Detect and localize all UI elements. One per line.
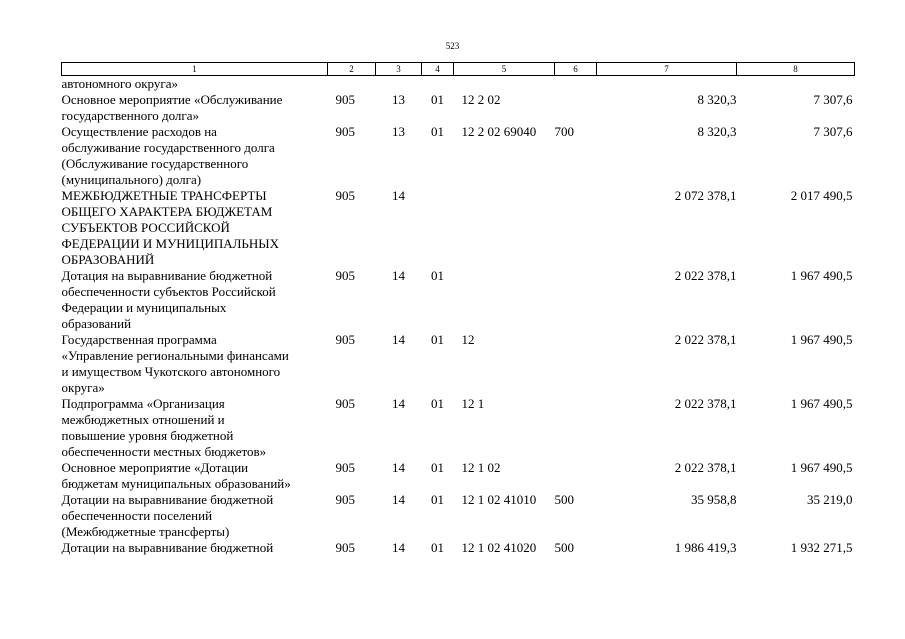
row-target-article: 12 2 02: [461, 92, 501, 107]
row-subsection-code: 01: [431, 332, 444, 347]
table-row: [62, 92, 855, 124]
row-name: [62, 268, 328, 332]
row-section-code: [376, 76, 422, 93]
row-subsection-code: 01: [431, 460, 444, 475]
row-ministry-code: 905: [335, 492, 355, 507]
row-expense-type: 500: [554, 540, 574, 555]
header-col-8: 8: [737, 63, 855, 76]
row-amount-1: [597, 76, 737, 93]
row-ministry-code: 905: [335, 332, 355, 347]
row-name: [62, 460, 328, 492]
table-row: [62, 76, 855, 93]
header-col-2: 2: [328, 63, 376, 76]
table-row: [62, 460, 855, 492]
row-ministry-code: 905: [335, 124, 355, 139]
row-ministry-code: 905: [335, 540, 355, 555]
row-name: [62, 540, 328, 556]
header-col-1: 1: [62, 63, 328, 76]
row-name: [62, 396, 328, 460]
row-target-article: [454, 188, 555, 268]
row-name-line: (Обслуживание государственного: [61, 156, 249, 171]
row-name-line: ФЕДЕРАЦИИ И МУНИЦИПАЛЬНЫХ: [61, 236, 280, 251]
row-name-line: межбюджетных отношений и: [61, 412, 225, 427]
row-subsection-code: 01: [431, 124, 444, 139]
row-name: [62, 188, 328, 268]
row-target-article: 12 2 02 69040: [461, 124, 537, 139]
row-name-line: ОБРАЗОВАНИЙ: [61, 252, 155, 267]
row-section-code: 14: [392, 396, 405, 411]
row-amount-2: 1 967 490,5: [790, 332, 853, 347]
row-section-code: 14: [392, 188, 405, 203]
table-row: [62, 124, 855, 188]
row-name-line: Основное мероприятие «Дотации: [61, 460, 249, 475]
row-expense-type: 700: [554, 124, 574, 139]
row-amount-1: 2 022 378,1: [674, 460, 737, 475]
row-name-line: и имуществом Чукотского автономного: [61, 364, 281, 379]
row-amount-1: 8 320,3: [697, 92, 737, 107]
row-subsection-code: [422, 188, 454, 268]
row-name-line: Дотация на выравнивание бюджетной: [61, 268, 273, 283]
row-amount-2: [737, 76, 855, 93]
budget-table: [61, 62, 855, 556]
row-name-line: (Межбюджетные трансферты): [61, 524, 230, 539]
row-subsection-code: 01: [431, 92, 444, 107]
row-amount-2: 1 967 490,5: [790, 268, 853, 283]
row-ministry-code: [328, 76, 376, 93]
table-row: [62, 188, 855, 268]
row-amount-2: 7 307,6: [813, 92, 853, 107]
table-row: [62, 540, 855, 556]
row-amount-1: 35 958,8: [691, 492, 737, 507]
row-name-line: МЕЖБЮДЖЕТНЫЕ ТРАНСФЕРТЫ: [61, 188, 267, 203]
row-name-line: Государственная программа: [61, 332, 217, 347]
row-target-article: 12 1 02 41020: [461, 540, 537, 555]
row-name-line: обслуживание государственного долга: [61, 140, 275, 155]
header-col-4: 4: [422, 63, 454, 76]
row-name-line: Федерации и муниципальных: [61, 300, 227, 315]
table-row: [62, 396, 855, 460]
page-number: 523: [445, 41, 460, 51]
row-expense-type: [555, 76, 597, 93]
row-target-article: 12: [461, 332, 475, 347]
row-name: [62, 332, 328, 396]
row-name: [62, 124, 328, 188]
row-amount-1: 2 022 378,1: [674, 268, 737, 283]
row-target-article: 12 1: [461, 396, 485, 411]
row-name-line: повышение уровня бюджетной: [61, 428, 234, 443]
row-name-line: Осуществление расходов на: [61, 124, 217, 139]
row-subsection-code: 01: [431, 492, 444, 507]
row-subsection-code: 01: [431, 268, 444, 283]
row-amount-2: 35 219,0: [807, 492, 853, 507]
row-amount-1: 2 072 378,1: [674, 188, 737, 203]
table-row: [62, 332, 855, 396]
row-expense-type: 500: [554, 492, 574, 507]
row-expense-type: [555, 460, 597, 492]
row-amount-2: 2 017 490,5: [790, 188, 853, 203]
row-section-code: 14: [392, 540, 405, 555]
row-amount-1: 1 986 419,3: [674, 540, 737, 555]
header-col-6: 6: [555, 63, 597, 76]
row-amount-1: 2 022 378,1: [674, 396, 737, 411]
row-amount-2: 1 932 271,5: [790, 540, 853, 555]
row-name-line: образований: [61, 316, 132, 331]
row-name: [62, 92, 328, 124]
row-section-code: 13: [392, 124, 405, 139]
row-name-line: ОБЩЕГО ХАРАКТЕРА БЮДЖЕТАМ: [61, 204, 273, 219]
row-name-line: (муниципального) долга): [61, 172, 202, 187]
row-target-article: [454, 268, 555, 332]
header-col-7: 7: [597, 63, 737, 76]
row-name: [62, 76, 328, 93]
row-name: [62, 492, 328, 540]
row-name-line: автономного округа»: [61, 76, 178, 91]
row-amount-1: 2 022 378,1: [674, 332, 737, 347]
row-section-code: 14: [392, 492, 405, 507]
row-section-code: 13: [392, 92, 405, 107]
row-target-article: [454, 76, 555, 93]
row-name-line: обеспеченности субъектов Российской: [61, 284, 276, 299]
row-name-line: обеспеченности местных бюджетов»: [61, 444, 267, 459]
row-expense-type: [555, 268, 597, 332]
row-target-article: 12 1 02: [461, 460, 501, 475]
row-name-line: «Управление региональными финансами: [61, 348, 289, 363]
row-expense-type: [555, 332, 597, 396]
row-expense-type: [555, 188, 597, 268]
row-subsection-code: 01: [431, 396, 444, 411]
row-target-article: 12 1 02 41010: [461, 492, 537, 507]
row-name-line: СУБЪЕКТОВ РОССИЙСКОЙ: [61, 220, 230, 235]
row-section-code: 14: [392, 460, 405, 475]
row-name-line: Дотации на выравнивание бюджетной: [61, 540, 274, 555]
row-name-line: обеспеченности поселений: [61, 508, 213, 523]
row-ministry-code: 905: [335, 460, 355, 475]
header-row: [62, 63, 855, 76]
row-expense-type: [555, 396, 597, 460]
row-ministry-code: 905: [335, 396, 355, 411]
row-name-line: бюджетам муниципальных образований»: [61, 476, 291, 491]
row-name-line: Основное мероприятие «Обслуживание: [61, 92, 283, 107]
header-col-3: 3: [376, 63, 422, 76]
row-subsection-code: 01: [431, 540, 444, 555]
row-section-code: 14: [392, 268, 405, 283]
row-amount-1: 8 320,3: [697, 124, 737, 139]
row-name-line: округа»: [61, 380, 105, 395]
row-ministry-code: 905: [335, 188, 355, 203]
table-header: [62, 63, 855, 76]
row-name-line: государственного долга»: [61, 108, 199, 123]
header-col-5: 5: [454, 63, 555, 76]
table-row: [62, 268, 855, 332]
table-body: [62, 76, 855, 557]
row-name-line: Подпрограмма «Организация: [61, 396, 225, 411]
row-name-line: Дотации на выравнивание бюджетной: [61, 492, 274, 507]
row-section-code: 14: [392, 332, 405, 347]
row-ministry-code: 905: [335, 92, 355, 107]
table-row: [62, 492, 855, 540]
row-amount-2: 1 967 490,5: [790, 396, 853, 411]
row-amount-2: 1 967 490,5: [790, 460, 853, 475]
row-ministry-code: 905: [335, 268, 355, 283]
row-amount-2: 7 307,6: [813, 124, 853, 139]
row-expense-type: [555, 92, 597, 124]
row-subsection-code: [422, 76, 454, 93]
